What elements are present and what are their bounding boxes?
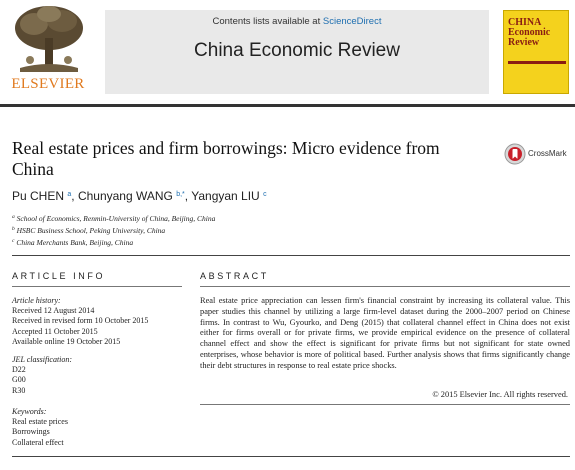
article-history-label: Article history: <box>12 296 61 305</box>
journal-header <box>0 0 575 104</box>
affiliation-text: School of Economics, Renmin-University of China, Beijing, China <box>16 214 216 223</box>
affiliation-text: China Merchants Bank, Beijing, China <box>16 238 134 247</box>
abstract-heading: ABSTRACT <box>200 271 269 281</box>
author-name[interactable]: Yangyan LIU <box>191 189 260 203</box>
cover-title: CHINA Economic Review <box>508 17 551 48</box>
affiliation-list <box>12 212 412 248</box>
article-title: Real estate prices and firm borrowings: Micro evidence from China <box>12 138 440 179</box>
journal-banner <box>105 10 489 94</box>
jel-classification <box>12 355 182 396</box>
jel-label: JEL classification: <box>12 355 73 364</box>
history-item: Available online 19 October 2015 <box>12 336 121 346</box>
abstract-bottom-rule <box>200 404 570 405</box>
cover-divider <box>508 61 566 64</box>
elsevier-logo[interactable] <box>2 2 94 98</box>
history-item: Accepted 11 October 2015 <box>12 326 98 336</box>
header-divider <box>0 104 575 107</box>
elsevier-wordmark: ELSEVIER <box>11 76 85 92</box>
tree-icon <box>12 4 86 72</box>
history-item: Received 12 August 2014 <box>12 306 95 316</box>
journal-title[interactable]: China Economic Review <box>194 40 400 61</box>
crossmark-label: CrossMark <box>528 149 567 158</box>
abstract-text: Real estate price appreciation can lessen firm's financial constraint by increasing its collateral value. This paper studies this channel by utilizing a large firm-level dataset during the 2000–2007 period on Chinese firms. In contrast to Wu, Gyourko, and Deng (2015) that collateral channel effect in China does not exist either for firms overall or for private firms, we provide empirical evidence on the presence of collateral channel effect and show the effect is significant for private firms but not significant for state owned enterprises, whose behavior is more of political based. Further analysis shows that firms significantly change their debt structures in response to real estate price shocks. <box>200 296 570 370</box>
article-info-rule <box>12 286 182 287</box>
author-affiliation-marker[interactable]: c <box>263 191 267 198</box>
article-info-heading: ARTICLE INFO <box>12 271 106 281</box>
author-name[interactable]: Chunyang WANG <box>77 189 173 203</box>
author-list: Pu CHEN $^a$, Chunyang WANG $^{b,*}$, Yangyan LIU $^c$ <box>12 189 267 203</box>
author-name[interactable]: Pu CHEN <box>12 189 65 203</box>
affiliation-text: HSBC Business School, Peking University, China <box>16 226 166 235</box>
affiliation-marker: a <box>12 214 15 220</box>
keyword-item[interactable]: Borrowings <box>12 427 50 437</box>
affiliation-marker: b <box>12 226 15 232</box>
contents-prefix: Contents lists available at <box>212 16 323 27</box>
keyword-item[interactable]: Collateral effect <box>12 437 64 447</box>
affiliation-marker: c <box>12 238 15 244</box>
abstract-rule <box>200 286 570 287</box>
history-item: Received in revised form 10 October 2015 <box>12 316 149 326</box>
copyright-notice: © 2015 Elsevier Inc. All rights reserved. <box>432 390 568 399</box>
contents-availability <box>105 16 489 27</box>
author-affiliation-marker[interactable]: a <box>67 191 72 198</box>
sciencedirect-link[interactable]: ScienceDirect <box>322 16 382 27</box>
jel-code: G00 <box>12 375 26 385</box>
affiliation-item <box>12 212 412 224</box>
jel-code: D22 <box>12 365 26 375</box>
keyword-item[interactable]: Real estate prices <box>12 417 68 427</box>
crossmark-icon <box>504 143 526 165</box>
journal-cover-thumbnail[interactable] <box>503 10 569 94</box>
keywords-label: Keywords: <box>12 407 47 416</box>
page-bottom-divider <box>12 456 570 457</box>
affiliation-item <box>12 224 412 236</box>
article-history <box>12 296 182 347</box>
section-divider <box>12 255 570 256</box>
author-affiliation-marker[interactable]: b,* <box>176 191 185 198</box>
jel-code: R30 <box>12 385 26 395</box>
crossmark-badge[interactable] <box>504 143 574 167</box>
keywords <box>12 407 182 448</box>
affiliation-item <box>12 236 412 248</box>
